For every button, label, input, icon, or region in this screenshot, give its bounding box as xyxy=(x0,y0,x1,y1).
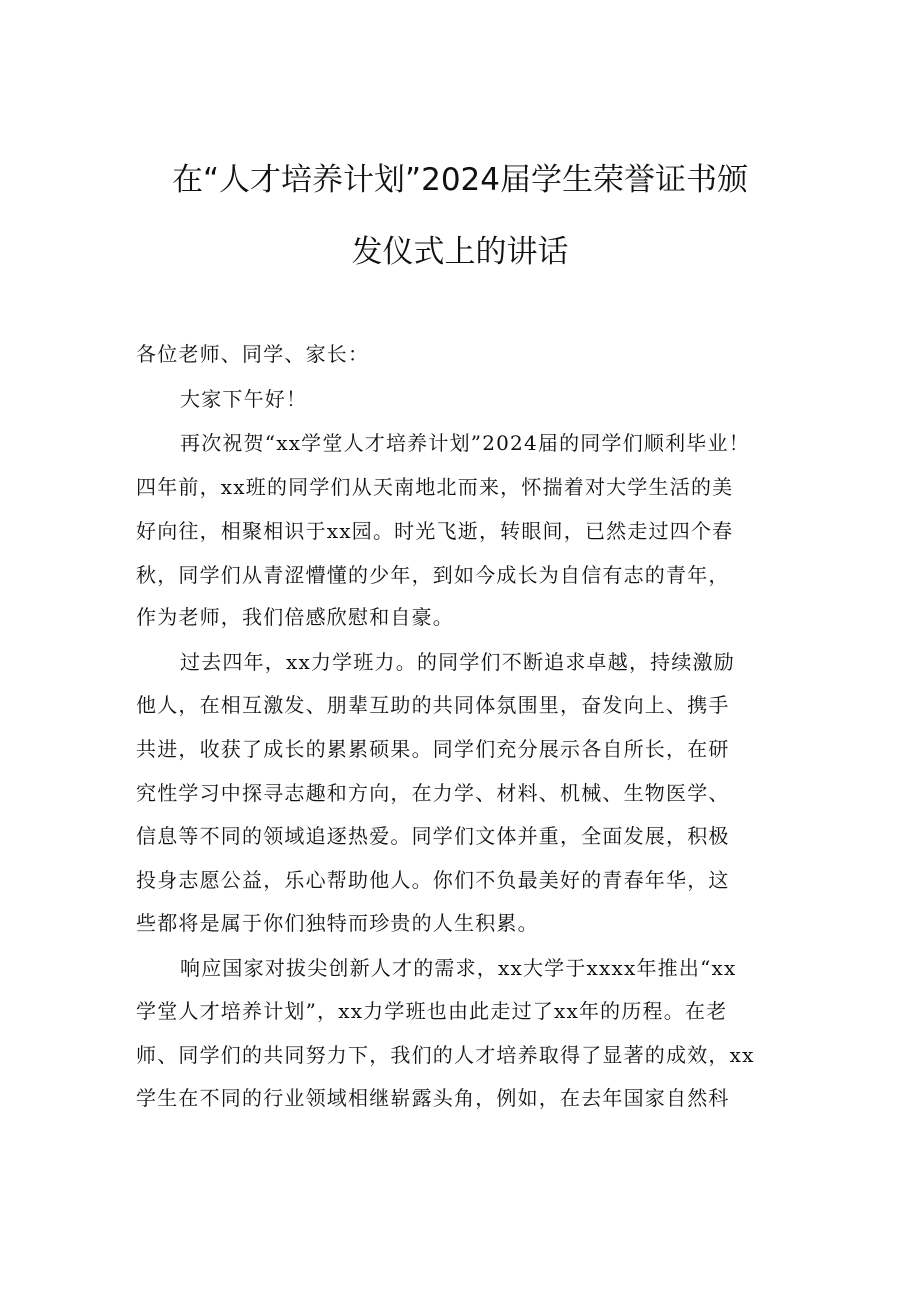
salutation: 各位老师、同学、家长： xyxy=(136,342,370,366)
paragraph-1-line-1: 再次祝贺“xx学堂人才培养计划”2024届的同学们顺利毕业！ xyxy=(180,431,750,455)
paragraph-3-line-1: 响应国家对拔尖创新人才的需求，xx大学于xxxx年推出“xx xyxy=(180,956,737,980)
paragraph-2-line-6: 投身志愿公益，乐心帮助他人。你们不负最美好的青春年华，这 xyxy=(136,868,730,892)
paragraph-3-line-2: 学堂人才培养计划”，xx力学班也由此走过了xx年的历程。在老 xyxy=(136,999,728,1023)
paragraph-2-line-1: 过去四年，xx力学班力。的同学们不断追求卓越，持续激励 xyxy=(180,650,735,674)
paragraph-2-line-3: 共进，收获了成长的累累硕果。同学们充分展示各自所长，在研 xyxy=(136,737,730,761)
paragraph-2-line-4: 究性学习中探寻志趣和方向，在力学、材料、机械、生物医学、 xyxy=(136,781,730,805)
document-title-line-2: 发仪式上的讲话 xyxy=(351,234,569,270)
document-title-line-1: 在“人才培养计划”2024届学生荣誉证书颁 xyxy=(171,162,748,198)
paragraph-3-line-4: 学生在不同的行业领域相继崭露头角，例如，在去年国家自然科 xyxy=(136,1086,730,1110)
paragraph-1-line-2: 四年前，xx班的同学们从天南地北而来，怀揣着对大学生活的美 xyxy=(136,475,734,499)
paragraph-1-line-5: 作为老师，我们倍感欣慰和自豪。 xyxy=(136,605,454,629)
paragraph-1-line-3: 好向往，相聚相识于xx园。时光飞逝，转眼间，已然走过四个春 xyxy=(136,519,734,543)
paragraph-2-line-2: 他人，在相互激发、朋辈互助的共同体氛围里，奋发向上、携手 xyxy=(136,693,730,717)
paragraph-1-line-4: 秋，同学们从青涩懵懂的少年，到如今成长为自信有志的青年， xyxy=(136,563,730,587)
paragraph-2-line-7: 些都将是属于你们独特而珍贵的人生积累。 xyxy=(136,911,539,935)
paragraph-2-line-5: 信息等不同的领域追逐热爱。同学们文体并重，全面发展，积极 xyxy=(136,824,730,848)
paragraph-3-line-3: 师、同学们的共同努力下，我们的人才培养取得了显著的成效，xx xyxy=(136,1043,755,1067)
greeting: 大家下午好！ xyxy=(180,387,308,411)
